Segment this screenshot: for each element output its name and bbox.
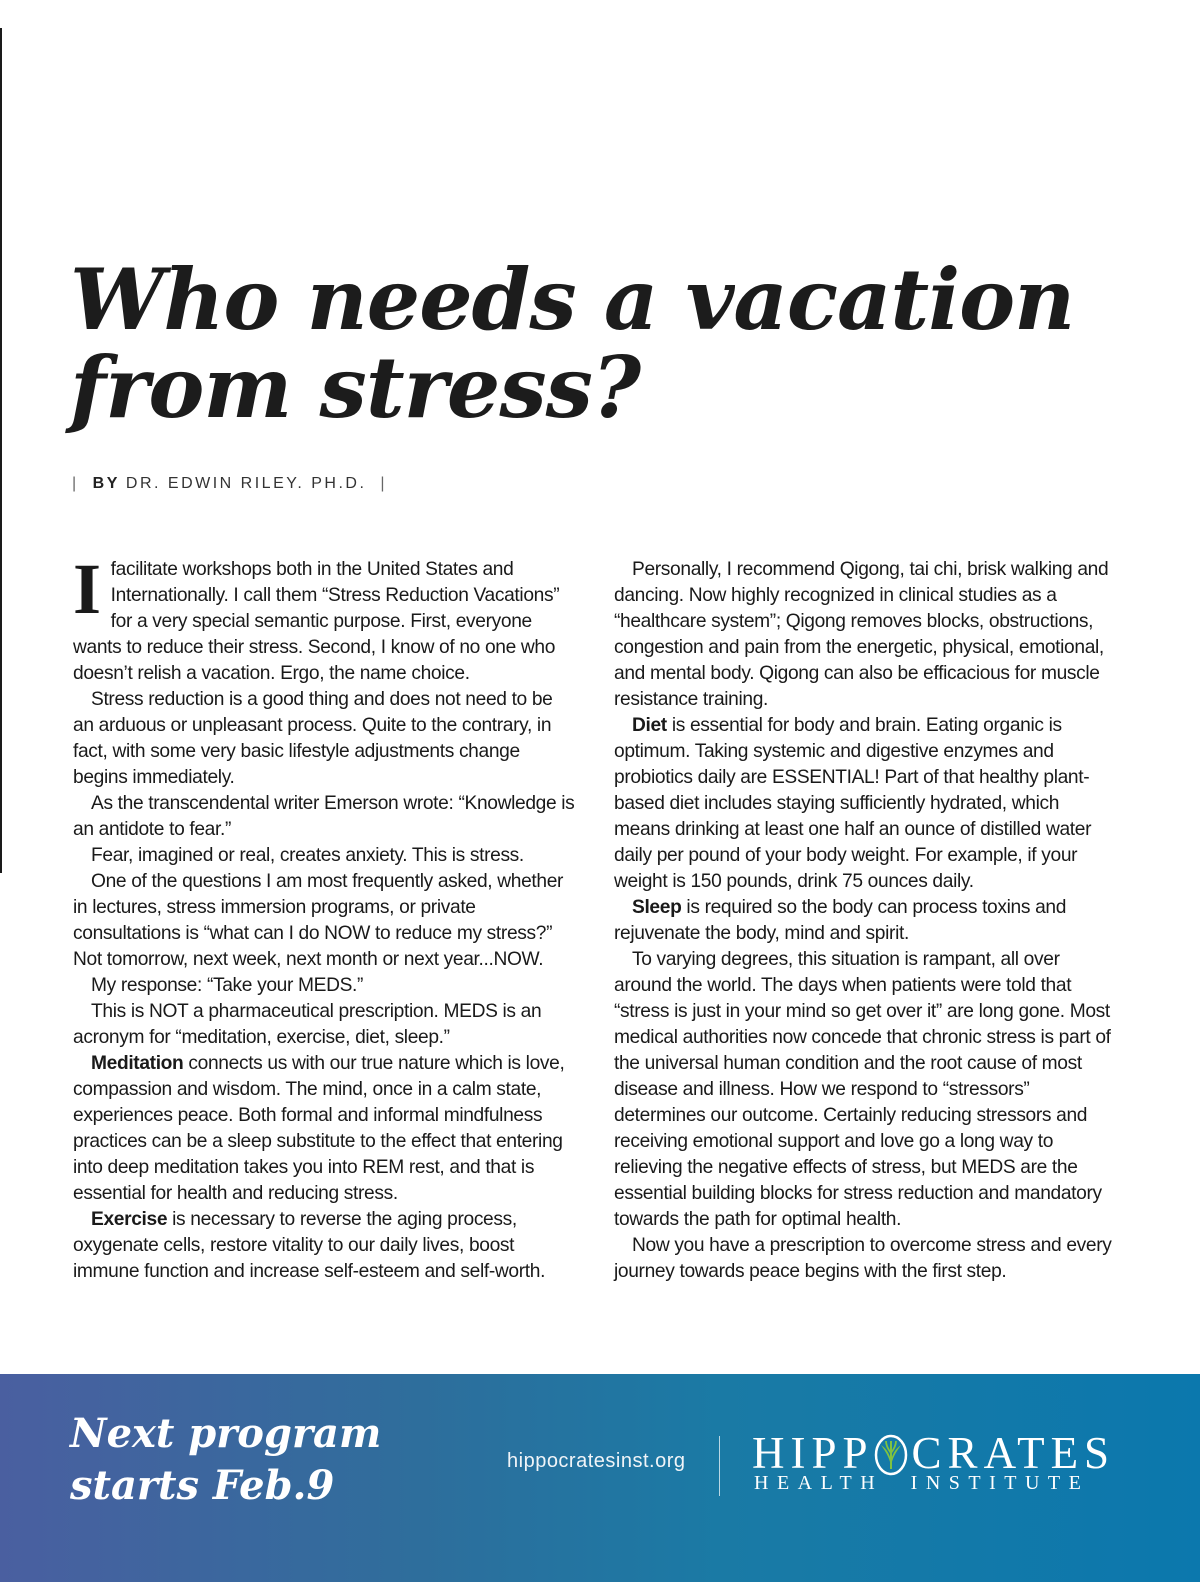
paragraph-intro-text: facilitate workshops both in the United States and Internationally. I call them “Stress Reduction Vacations” for a very special semantic purpose. First, everyone wants to reduce their stress. Second, I know of no one who doesn’t relish a vacation. Ergo, the name choice. [73,559,560,684]
term-sleep: Sleep [632,897,682,918]
byline-divider-left: | [72,475,79,492]
drop-cap: I [73,549,101,629]
website-link[interactable]: hippocratesinst.org [507,1450,686,1472]
logo-text-left: HIPP [752,1428,874,1478]
author-name: DR. EDWIN RILEY. PH.D. [125,475,367,492]
paragraph-meditation [73,1051,578,1207]
footer-banner [0,1374,1200,1582]
paragraph: Now you have a prescription to overcome stress and every journey towards peace begins with the first step. [614,1235,1112,1282]
title-line-2: from stress? [70,338,641,437]
byline [72,475,387,493]
term-exercise: Exercise [91,1209,168,1230]
promo-line-1: Next program [70,1410,382,1457]
page-edge-bar [0,28,2,873]
paragraph-exercise [73,1207,578,1285]
logo-text-right: CRATES [911,1428,1116,1478]
paragraph-sleep [614,895,1119,947]
term-diet: Diet [632,715,667,736]
program-promo [70,1408,381,1512]
logo-sub-left: HEALTH [754,1472,884,1494]
paragraph-sleep-text: is required so the body can process toxins and rejuvenate the body, mind and spirit. [614,897,1067,944]
paragraph-exercise-text: is necessary to reverse the aging process, oxygenate cells, restore vitality to our daily lives, boost immune function and increase self-esteem and self-worth. [73,1209,546,1282]
article-column-left [73,549,578,1285]
article-title [70,250,1150,437]
paragraph: To varying degrees, this situation is rampant, all over around the world. The days when patients were told that “stress is just in your mind so get over it” are long gone. Most medical authorities now concede that chronic stress is part of the universal human condition and the root cause of most disease and illness. How we respond to “stressors” determines our outcome. Certainly reducing stressors and receiving emotional support and love go a long way to relieving the negative effects of stress, but MEDS are the essential building blocks for stress reduction and mandatory towards the path for optimal health. [614,949,1111,1230]
paragraph-diet-text: is essential for body and brain. Eating organic is optimum. Taking systemic and digestive enzymes and probiotics daily are ESSENTIAL! Part of that healthy plant-based diet includes staying sufficiently hydrated, which means drinking at least one half an ounce of distilled water daily per pound of your body weight. For example, if your weight is 150 pounds, drink 75 ounces daily. [614,715,1092,892]
paragraph-diet [614,713,1119,895]
article-column-right [614,557,1119,1285]
leaf-icon [874,1433,908,1473]
paragraph: This is NOT a pharmaceutical prescription. MEDS is an acronym for “meditation, exercise, diet, sleep.” [73,1001,542,1048]
logo-sub-right: INSTITUTE [910,1472,1090,1494]
paragraph: Personally, I recommend Qigong, tai chi, brisk walking and dancing. Now highly recognized in clinical studies as a “healthcare system”; Qigong removes blocks, obstructions, congestion and pain from the energetic, physical, emotional, and mental body. Qigong can also be efficacious for muscle resistance training. [614,559,1109,710]
logo-wordmark [752,1430,1122,1476]
byline-prefix: BY [92,475,120,492]
paragraph: As the transcendental writer Emerson wrote: “Knowledge is an antidote to fear.” [73,793,575,840]
paragraph: One of the questions I am most frequently asked, whether in lectures, stress immersion programs, or private consultations is “what can I do NOW to reduce my stress?” Not tomorrow, next week, next month or next year...NOW. [73,871,564,970]
term-meditation: Meditation [91,1053,184,1074]
promo-line-2: starts Feb.9 [70,1462,335,1509]
paragraph-intro [73,549,578,687]
title-line-1: Who needs a vacation [70,250,1075,349]
paragraph: Fear, imagined or real, creates anxiety. This is stress. [91,845,524,866]
byline-divider-right: | [380,475,388,492]
paragraph: Stress reduction is a good thing and does not need to be an arduous or unpleasant process. Quite to the contrary, in fact, with some very basic lifestyle adjustments change begins immediately. [73,689,553,788]
hippocrates-logo [752,1430,1122,1495]
paragraph-meditation-text: connects us with our true nature which is love, compassion and wisdom. The mind, once in a calm state, experiences peace. Both formal and informal mindfulness practices can be a sleep substitute to the effect that entering into deep meditation takes you into REM rest, and that is essential for health and reducing stress. [73,1053,565,1204]
paragraph: My response: “Take your MEDS.” [91,975,364,996]
logo-subtitle [752,1472,1122,1495]
footer-divider [719,1436,720,1496]
